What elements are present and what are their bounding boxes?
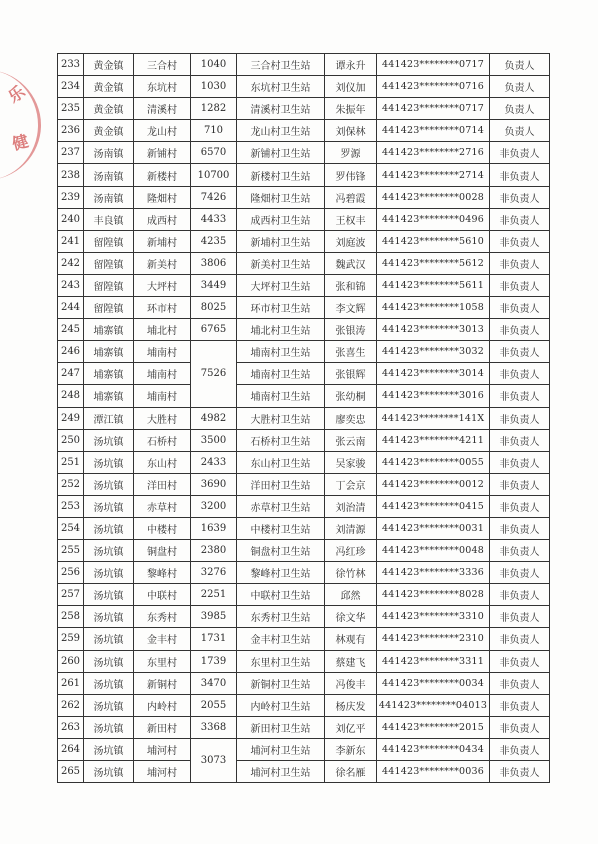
id-number-cell: 441423********3032 — [377, 341, 490, 363]
row-number: 256 — [58, 562, 84, 584]
table-row — [58, 407, 550, 429]
role-cell: 非负责人 — [490, 738, 550, 760]
village-cell: 埔南村 — [134, 341, 191, 363]
id-number-cell: 441423********0055 — [377, 451, 490, 473]
id-number-cell: 441423********1058 — [377, 297, 490, 319]
population-cell: 3368 — [191, 716, 237, 738]
town-cell: 汤坑镇 — [84, 672, 134, 694]
village-cell: 东秀村 — [134, 606, 191, 628]
row-number: 238 — [58, 164, 84, 186]
role-cell: 非负责人 — [490, 341, 550, 363]
village-cell: 黎峰村 — [134, 562, 191, 584]
town-cell: 埔寨镇 — [84, 341, 134, 363]
role-cell: 负责人 — [490, 120, 550, 142]
person-name-cell: 邱然 — [325, 584, 377, 606]
person-name-cell: 魏武汉 — [325, 252, 377, 274]
person-name-cell: 李新东 — [325, 738, 377, 760]
station-cell: 中楼村卫生站 — [237, 517, 325, 539]
table-row — [58, 606, 550, 628]
row-number: 262 — [58, 694, 84, 716]
village-cell: 东坑村 — [134, 76, 191, 98]
village-cell: 新田村 — [134, 716, 191, 738]
row-number: 242 — [58, 252, 84, 274]
station-cell: 埔南村卫生站 — [237, 385, 325, 407]
village-cell: 成西村 — [134, 208, 191, 230]
role-cell: 非负责人 — [490, 672, 550, 694]
station-cell: 三合村卫生站 — [237, 54, 325, 76]
id-number-cell: 441423********0415 — [377, 495, 490, 517]
id-number-cell: 441423********0716 — [377, 76, 490, 98]
station-cell: 新田村卫生站 — [237, 716, 325, 738]
town-cell: 黄金镇 — [84, 120, 134, 142]
population-cell: 2380 — [191, 540, 237, 562]
station-cell: 铜盘村卫生站 — [237, 540, 325, 562]
village-cell: 新埔村 — [134, 230, 191, 252]
row-number: 233 — [58, 54, 84, 76]
station-cell: 埔南村卫生站 — [237, 363, 325, 385]
role-cell: 非负责人 — [490, 297, 550, 319]
population-cell: 10700 — [191, 164, 237, 186]
id-number-cell: 441423********0012 — [377, 473, 490, 495]
role-cell: 非负责人 — [490, 142, 550, 164]
role-cell: 非负责人 — [490, 473, 550, 495]
station-cell: 环市村卫生站 — [237, 297, 325, 319]
table-row — [58, 98, 550, 120]
town-cell: 汤坑镇 — [84, 584, 134, 606]
person-name-cell: 徐竹林 — [325, 562, 377, 584]
person-name-cell: 蔡建飞 — [325, 650, 377, 672]
id-number-cell: 441423********0034 — [377, 672, 490, 694]
role-cell: 负责人 — [490, 54, 550, 76]
station-cell: 清溪村卫生站 — [237, 98, 325, 120]
role-cell: 非负责人 — [490, 694, 550, 716]
table-row — [58, 540, 550, 562]
id-number-cell: 441423********0717 — [377, 54, 490, 76]
person-name-cell: 罗伟锋 — [325, 164, 377, 186]
station-cell: 东坑村卫生站 — [237, 76, 325, 98]
row-number: 240 — [58, 208, 84, 230]
row-number: 258 — [58, 606, 84, 628]
town-cell: 汤坑镇 — [84, 495, 134, 517]
town-cell: 汤坑镇 — [84, 517, 134, 539]
table-row — [58, 650, 550, 672]
population-cell: 3449 — [191, 274, 237, 296]
village-cell: 大坪村 — [134, 274, 191, 296]
village-cell: 埔河村 — [134, 761, 191, 783]
town-cell: 汤坑镇 — [84, 562, 134, 584]
population-cell: 3690 — [191, 473, 237, 495]
person-name-cell: 刘亿平 — [325, 716, 377, 738]
village-cell: 新铜村 — [134, 672, 191, 694]
id-number-cell: 441423********3014 — [377, 363, 490, 385]
person-name-cell: 杨庆发 — [325, 694, 377, 716]
station-cell: 大胜村卫生站 — [237, 407, 325, 429]
table-row — [58, 628, 550, 650]
town-cell: 留隍镇 — [84, 230, 134, 252]
town-cell: 汤南镇 — [84, 186, 134, 208]
row-number: 264 — [58, 738, 84, 760]
row-number: 239 — [58, 186, 84, 208]
role-cell: 非负责人 — [490, 495, 550, 517]
village-cell: 埔北村 — [134, 319, 191, 341]
row-number: 265 — [58, 761, 84, 783]
stamp-char: 健 — [10, 131, 31, 154]
row-number: 243 — [58, 274, 84, 296]
id-number-cell: 441423********2714 — [377, 164, 490, 186]
role-cell: 非负责人 — [490, 230, 550, 252]
row-number: 244 — [58, 297, 84, 319]
station-cell: 新铜村卫生站 — [237, 672, 325, 694]
row-number: 260 — [58, 650, 84, 672]
town-cell: 汤坑镇 — [84, 628, 134, 650]
village-cell: 铜盘村 — [134, 540, 191, 562]
table-row — [58, 562, 550, 584]
village-cell: 埔南村 — [134, 363, 191, 385]
table-row — [58, 694, 550, 716]
population-cell: 6765 — [191, 319, 237, 341]
row-number: 251 — [58, 451, 84, 473]
village-cell: 内岭村 — [134, 694, 191, 716]
population-cell: 4982 — [191, 407, 237, 429]
station-cell: 新美村卫生站 — [237, 252, 325, 274]
population-cell: 1282 — [191, 98, 237, 120]
table-row — [58, 495, 550, 517]
role-cell: 非负责人 — [490, 363, 550, 385]
id-number-cell: 441423********3016 — [377, 385, 490, 407]
table-row — [58, 672, 550, 694]
village-cell: 中联村 — [134, 584, 191, 606]
role-cell: 非负责人 — [490, 562, 550, 584]
town-cell: 埔寨镇 — [84, 363, 134, 385]
role-cell: 非负责人 — [490, 252, 550, 274]
table-body — [58, 54, 550, 783]
station-cell: 内岭村卫生站 — [237, 694, 325, 716]
role-cell: 非负责人 — [490, 319, 550, 341]
station-cell: 新楼村卫生站 — [237, 164, 325, 186]
town-cell: 汤坑镇 — [84, 451, 134, 473]
id-number-cell: 441423********0496 — [377, 208, 490, 230]
row-number: 255 — [58, 540, 84, 562]
town-cell: 汤南镇 — [84, 142, 134, 164]
id-number-cell: 441423********5610 — [377, 230, 490, 252]
role-cell: 非负责人 — [490, 407, 550, 429]
role-cell: 负责人 — [490, 76, 550, 98]
row-number: 246 — [58, 341, 84, 363]
person-name-cell: 刘治清 — [325, 495, 377, 517]
station-cell: 中联村卫生站 — [237, 584, 325, 606]
population-cell: 3470 — [191, 672, 237, 694]
id-number-cell: 441423********3013 — [377, 319, 490, 341]
role-cell: 非负责人 — [490, 716, 550, 738]
id-number-cell: 441423********0714 — [377, 120, 490, 142]
station-cell: 埔河村卫生站 — [237, 738, 325, 760]
person-name-cell: 冯红珍 — [325, 540, 377, 562]
id-number-cell: 441423********141X — [377, 407, 490, 429]
village-cell: 大胜村 — [134, 407, 191, 429]
id-number-cell: 441423********3336 — [377, 562, 490, 584]
role-cell: 非负责人 — [490, 628, 550, 650]
row-number: 263 — [58, 716, 84, 738]
role-cell: 非负责人 — [490, 540, 550, 562]
person-name-cell: 吴家骏 — [325, 451, 377, 473]
person-name-cell: 朱振年 — [325, 98, 377, 120]
table-row — [58, 319, 550, 341]
role-cell: 非负责人 — [490, 186, 550, 208]
population-cell: 2055 — [191, 694, 237, 716]
id-number-cell: 441423********0048 — [377, 540, 490, 562]
role-cell: 非负责人 — [490, 451, 550, 473]
person-name-cell: 徐文华 — [325, 606, 377, 628]
id-number-cell: 441423********0036 — [377, 761, 490, 783]
town-cell: 埔寨镇 — [84, 385, 134, 407]
station-cell: 东秀村卫生站 — [237, 606, 325, 628]
id-number-cell: 441423********0717 — [377, 98, 490, 120]
population-cell: 6570 — [191, 142, 237, 164]
person-name-cell: 王权丰 — [325, 208, 377, 230]
village-cell: 新楼村 — [134, 164, 191, 186]
population-cell: 8025 — [191, 297, 237, 319]
row-number: 245 — [58, 319, 84, 341]
person-name-cell: 张云南 — [325, 429, 377, 451]
population-cell: 1739 — [191, 650, 237, 672]
id-number-cell: 441423********5612 — [377, 252, 490, 274]
role-cell: 非负责人 — [490, 761, 550, 783]
town-cell: 汤坑镇 — [84, 761, 134, 783]
station-cell: 新埔村卫生站 — [237, 230, 325, 252]
row-number: 257 — [58, 584, 84, 606]
person-name-cell: 刘保林 — [325, 120, 377, 142]
station-cell: 新铺村卫生站 — [237, 142, 325, 164]
id-number-cell: 441423********8028 — [377, 584, 490, 606]
population-cell: 4235 — [191, 230, 237, 252]
station-cell: 大坪村卫生站 — [237, 274, 325, 296]
town-cell: 汤坑镇 — [84, 738, 134, 760]
role-cell: 非负责人 — [490, 584, 550, 606]
id-number-cell: 441423********2310 — [377, 628, 490, 650]
person-name-cell: 冯俊丰 — [325, 672, 377, 694]
row-number: 250 — [58, 429, 84, 451]
table-row — [58, 761, 550, 783]
row-number: 247 — [58, 363, 84, 385]
row-number: 254 — [58, 517, 84, 539]
population-cell: 1639 — [191, 517, 237, 539]
role-cell: 非负责人 — [490, 429, 550, 451]
town-cell: 汤坑镇 — [84, 650, 134, 672]
station-cell: 洋田村卫生站 — [237, 473, 325, 495]
person-name-cell: 刘仪加 — [325, 76, 377, 98]
town-cell: 汤坑镇 — [84, 694, 134, 716]
village-cell: 金丰村 — [134, 628, 191, 650]
row-number: 248 — [58, 385, 84, 407]
population-cell: 3276 — [191, 562, 237, 584]
table-row — [58, 274, 550, 296]
table-row — [58, 385, 550, 407]
person-name-cell: 刘庭波 — [325, 230, 377, 252]
person-name-cell: 张银涛 — [325, 319, 377, 341]
town-cell: 留隍镇 — [84, 297, 134, 319]
table-row — [58, 341, 550, 363]
role-cell: 非负责人 — [490, 517, 550, 539]
town-cell: 汤坑镇 — [84, 716, 134, 738]
population-cell: 7426 — [191, 186, 237, 208]
role-cell: 非负责人 — [490, 650, 550, 672]
row-number: 234 — [58, 76, 84, 98]
village-cell: 三合村 — [134, 54, 191, 76]
station-cell: 龙山村卫生站 — [237, 120, 325, 142]
id-number-cell: 441423********5611 — [377, 274, 490, 296]
station-cell: 赤草村卫生站 — [237, 495, 325, 517]
role-cell: 负责人 — [490, 98, 550, 120]
table-row — [58, 584, 550, 606]
clinic-staff-table — [57, 53, 550, 783]
row-number: 241 — [58, 230, 84, 252]
population-cell: 1030 — [191, 76, 237, 98]
person-name-cell: 谭永升 — [325, 54, 377, 76]
station-cell: 埔南村卫生站 — [237, 341, 325, 363]
town-cell: 黄金镇 — [84, 76, 134, 98]
table-row — [58, 473, 550, 495]
person-name-cell: 刘清源 — [325, 517, 377, 539]
station-cell: 隆畑村卫生站 — [237, 186, 325, 208]
person-name-cell: 李文辉 — [325, 297, 377, 319]
row-number: 237 — [58, 142, 84, 164]
population-cell: 7526 — [191, 341, 237, 407]
row-number: 249 — [58, 407, 84, 429]
station-cell: 东里村卫生站 — [237, 650, 325, 672]
town-cell: 丰良镇 — [84, 208, 134, 230]
station-cell: 黎峰村卫生站 — [237, 562, 325, 584]
town-cell: 潭江镇 — [84, 407, 134, 429]
station-cell: 埔北村卫生站 — [237, 319, 325, 341]
id-number-cell: 441423********3310 — [377, 606, 490, 628]
row-number: 236 — [58, 120, 84, 142]
table-row — [58, 429, 550, 451]
row-number: 253 — [58, 495, 84, 517]
village-cell: 埔河村 — [134, 738, 191, 760]
id-number-cell: 441423********0434 — [377, 738, 490, 760]
person-name-cell: 张幼桐 — [325, 385, 377, 407]
table-row — [58, 120, 550, 142]
town-cell: 黄金镇 — [84, 54, 134, 76]
table-row — [58, 363, 550, 385]
station-cell: 埔河村卫生站 — [237, 761, 325, 783]
town-cell: 汤坑镇 — [84, 429, 134, 451]
population-cell: 1040 — [191, 54, 237, 76]
id-number-cell: 441423********04013 — [377, 694, 490, 716]
table-row — [58, 517, 550, 539]
role-cell: 非负责人 — [490, 274, 550, 296]
village-cell: 东山村 — [134, 451, 191, 473]
red-seal-stamp — [0, 70, 41, 180]
station-cell: 石桥村卫生站 — [237, 429, 325, 451]
village-cell: 清溪村 — [134, 98, 191, 120]
person-name-cell: 廖奕忠 — [325, 407, 377, 429]
person-name-cell: 丁会京 — [325, 473, 377, 495]
population-cell: 3073 — [191, 738, 237, 782]
population-cell: 2251 — [191, 584, 237, 606]
id-number-cell: 441423********0031 — [377, 517, 490, 539]
town-cell: 汤南镇 — [84, 164, 134, 186]
village-cell: 东里村 — [134, 650, 191, 672]
row-number: 252 — [58, 473, 84, 495]
station-cell: 金丰村卫生站 — [237, 628, 325, 650]
village-cell: 洋田村 — [134, 473, 191, 495]
town-cell: 汤坑镇 — [84, 540, 134, 562]
role-cell: 非负责人 — [490, 385, 550, 407]
person-name-cell: 林观有 — [325, 628, 377, 650]
population-cell: 3806 — [191, 252, 237, 274]
town-cell: 留隍镇 — [84, 274, 134, 296]
table-row — [58, 186, 550, 208]
town-cell: 汤坑镇 — [84, 606, 134, 628]
table-row — [58, 208, 550, 230]
stamp-char: 乐 — [4, 81, 29, 107]
table-row — [58, 230, 550, 252]
table-row — [58, 142, 550, 164]
station-cell: 东山村卫生站 — [237, 451, 325, 473]
table-row — [58, 164, 550, 186]
village-cell: 环市村 — [134, 297, 191, 319]
person-name-cell: 张喜生 — [325, 341, 377, 363]
id-number-cell: 441423********4211 — [377, 429, 490, 451]
person-name-cell: 张银辉 — [325, 363, 377, 385]
row-number: 261 — [58, 672, 84, 694]
village-cell: 石桥村 — [134, 429, 191, 451]
id-number-cell: 441423********3311 — [377, 650, 490, 672]
role-cell: 非负责人 — [490, 606, 550, 628]
table-row — [58, 297, 550, 319]
village-cell: 中楼村 — [134, 517, 191, 539]
station-cell: 成西村卫生站 — [237, 208, 325, 230]
village-cell: 隆畑村 — [134, 186, 191, 208]
population-cell: 3500 — [191, 429, 237, 451]
row-number: 259 — [58, 628, 84, 650]
table-row — [58, 716, 550, 738]
population-cell: 3985 — [191, 606, 237, 628]
id-number-cell: 441423********2015 — [377, 716, 490, 738]
table-row — [58, 54, 550, 76]
village-cell: 新铺村 — [134, 142, 191, 164]
village-cell: 新美村 — [134, 252, 191, 274]
town-cell: 黄金镇 — [84, 98, 134, 120]
person-name-cell: 张和锦 — [325, 274, 377, 296]
table-row — [58, 451, 550, 473]
id-number-cell: 441423********2716 — [377, 142, 490, 164]
town-cell: 汤坑镇 — [84, 473, 134, 495]
village-cell: 赤草村 — [134, 495, 191, 517]
person-name-cell: 冯碧霞 — [325, 186, 377, 208]
person-name-cell: 徐名雁 — [325, 761, 377, 783]
population-cell: 4433 — [191, 208, 237, 230]
village-cell: 龙山村 — [134, 120, 191, 142]
town-cell: 埔寨镇 — [84, 319, 134, 341]
village-cell: 埔南村 — [134, 385, 191, 407]
role-cell: 非负责人 — [490, 208, 550, 230]
town-cell: 留隍镇 — [84, 252, 134, 274]
person-name-cell: 罗源 — [325, 142, 377, 164]
role-cell: 非负责人 — [490, 164, 550, 186]
table-row — [58, 76, 550, 98]
table-row — [58, 738, 550, 760]
population-cell: 2433 — [191, 451, 237, 473]
row-number: 235 — [58, 98, 84, 120]
population-cell: 3200 — [191, 495, 237, 517]
table-row — [58, 252, 550, 274]
id-number-cell: 441423********0028 — [377, 186, 490, 208]
population-cell: 1731 — [191, 628, 237, 650]
population-cell: 710 — [191, 120, 237, 142]
